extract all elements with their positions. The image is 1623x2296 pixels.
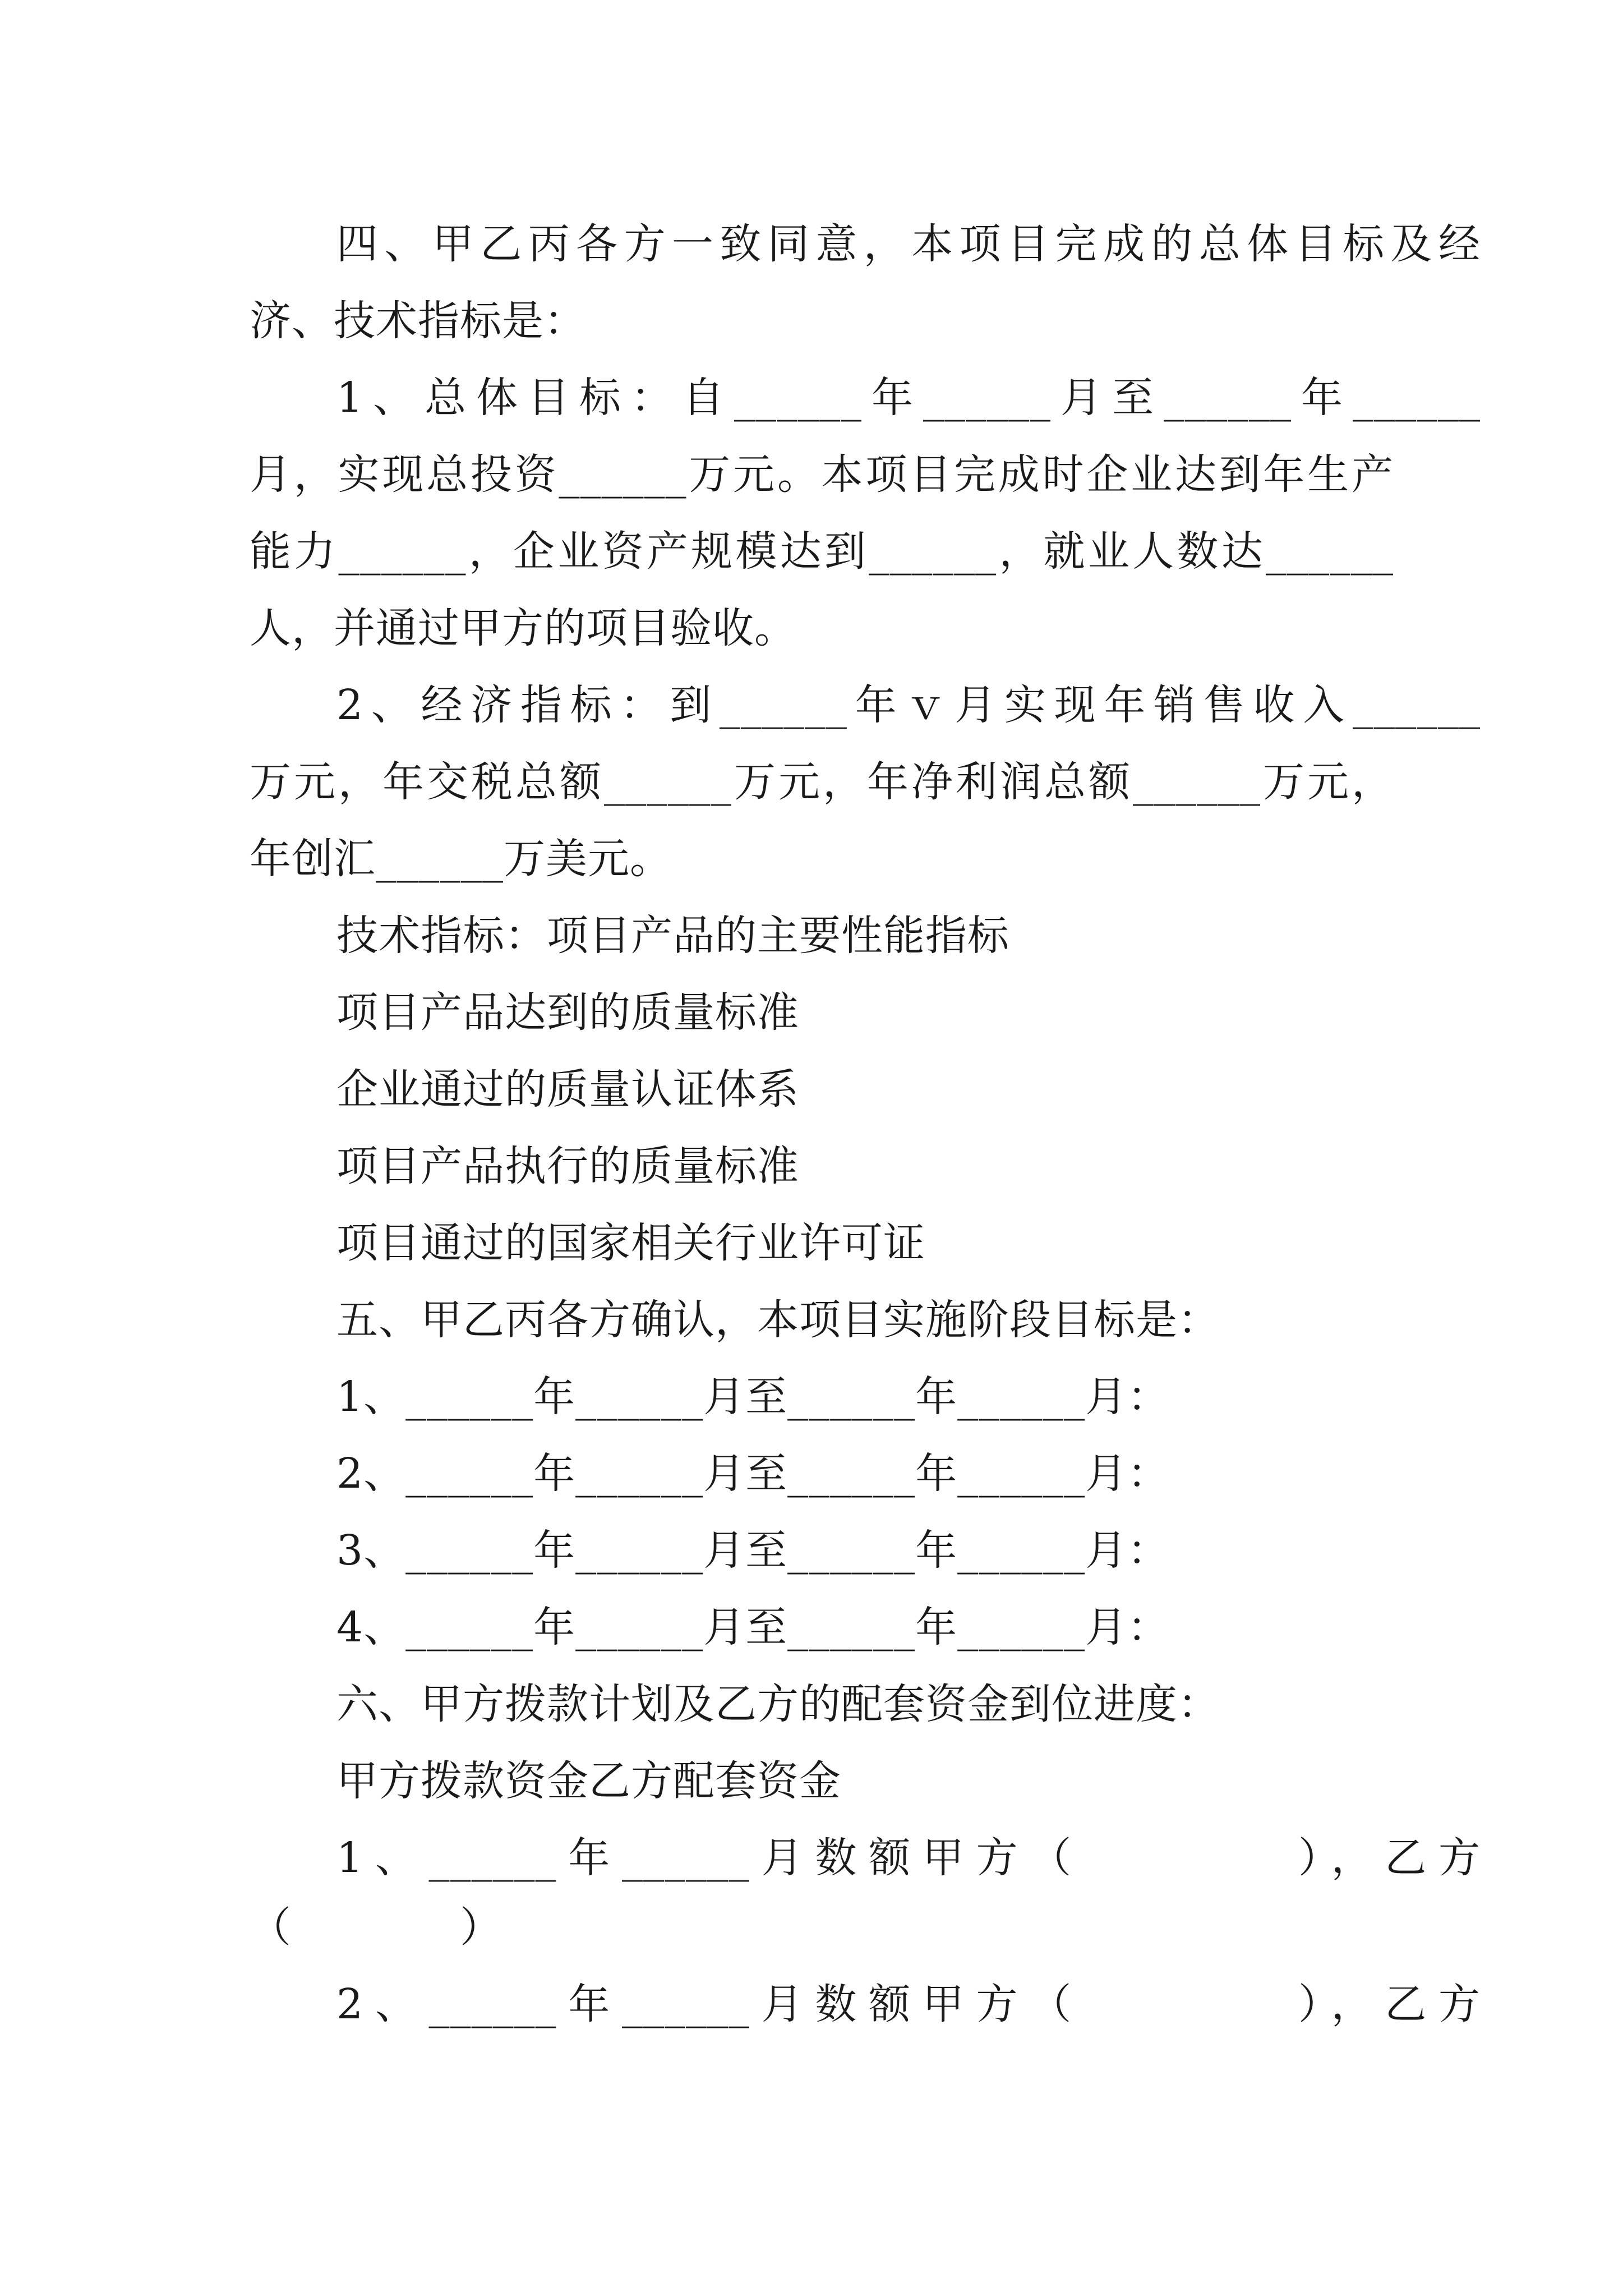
stage-target-2: 2、______年______月至______年______月：	[336, 1450, 1170, 1498]
funding-item-1-line-1: 1、______年______月数额甲方（ ），乙方	[336, 1834, 1481, 1882]
quality-certification-line: 企业通过的质量认证体系	[336, 1065, 799, 1114]
overall-target-line-3: 能力______，企业资产规模达到______，就业人数达______	[250, 527, 1394, 576]
economic-indicator-line-1: 2、经济指标：到______年ｖ月实现年销售收入______	[336, 681, 1481, 729]
quality-standard-line: 项目产品达到的质量标准	[336, 988, 799, 1037]
stage-target-4: 4、______年______月至______年______月：	[336, 1603, 1170, 1651]
paragraph-4-line-1: 四、甲乙丙各方一致同意，本项目完成的总体目标及经	[336, 220, 1481, 268]
industry-license-line: 项目通过的国家相关行业许可证	[336, 1219, 925, 1267]
funding-item-2-line-1: 2、______年______月数额甲方（ ），乙方	[336, 1980, 1481, 2028]
paragraph-6-heading: 六、甲方拨款计划及乙方的配套资金到位进度：	[336, 1680, 1220, 1728]
paragraph-4-line-2: 济、技术指标是：	[250, 297, 586, 345]
funding-header-line: 甲方拨款资金乙方配套资金	[336, 1757, 841, 1805]
paragraph-5-heading: 五、甲乙丙各方确认，本项目实施阶段目标是：	[336, 1296, 1220, 1344]
overall-target-line-1: 1、总体目标：自______年______月至______年______	[336, 374, 1481, 422]
funding-item-1-line-2: （ ）	[250, 1903, 502, 1952]
economic-indicator-line-3: 年创汇______万美元。	[250, 835, 672, 883]
overall-target-line-2: 月，实现总投资______万元。本项目完成时企业达到年生产	[250, 450, 1394, 499]
overall-target-line-4: 人，并通过甲方的项目验收。	[250, 604, 796, 652]
technical-indicator-line: 技术指标：项目产品的主要性能指标	[336, 912, 1009, 960]
stage-target-1: 1、______年______月至______年______月：	[336, 1373, 1170, 1421]
stage-target-3: 3、______年______月至______年______月：	[336, 1526, 1170, 1575]
executed-standard-line: 项目产品执行的质量标准	[336, 1142, 799, 1190]
economic-indicator-line-2: 万元，年交税总额______万元，年净利润总额______万元，	[250, 758, 1394, 806]
